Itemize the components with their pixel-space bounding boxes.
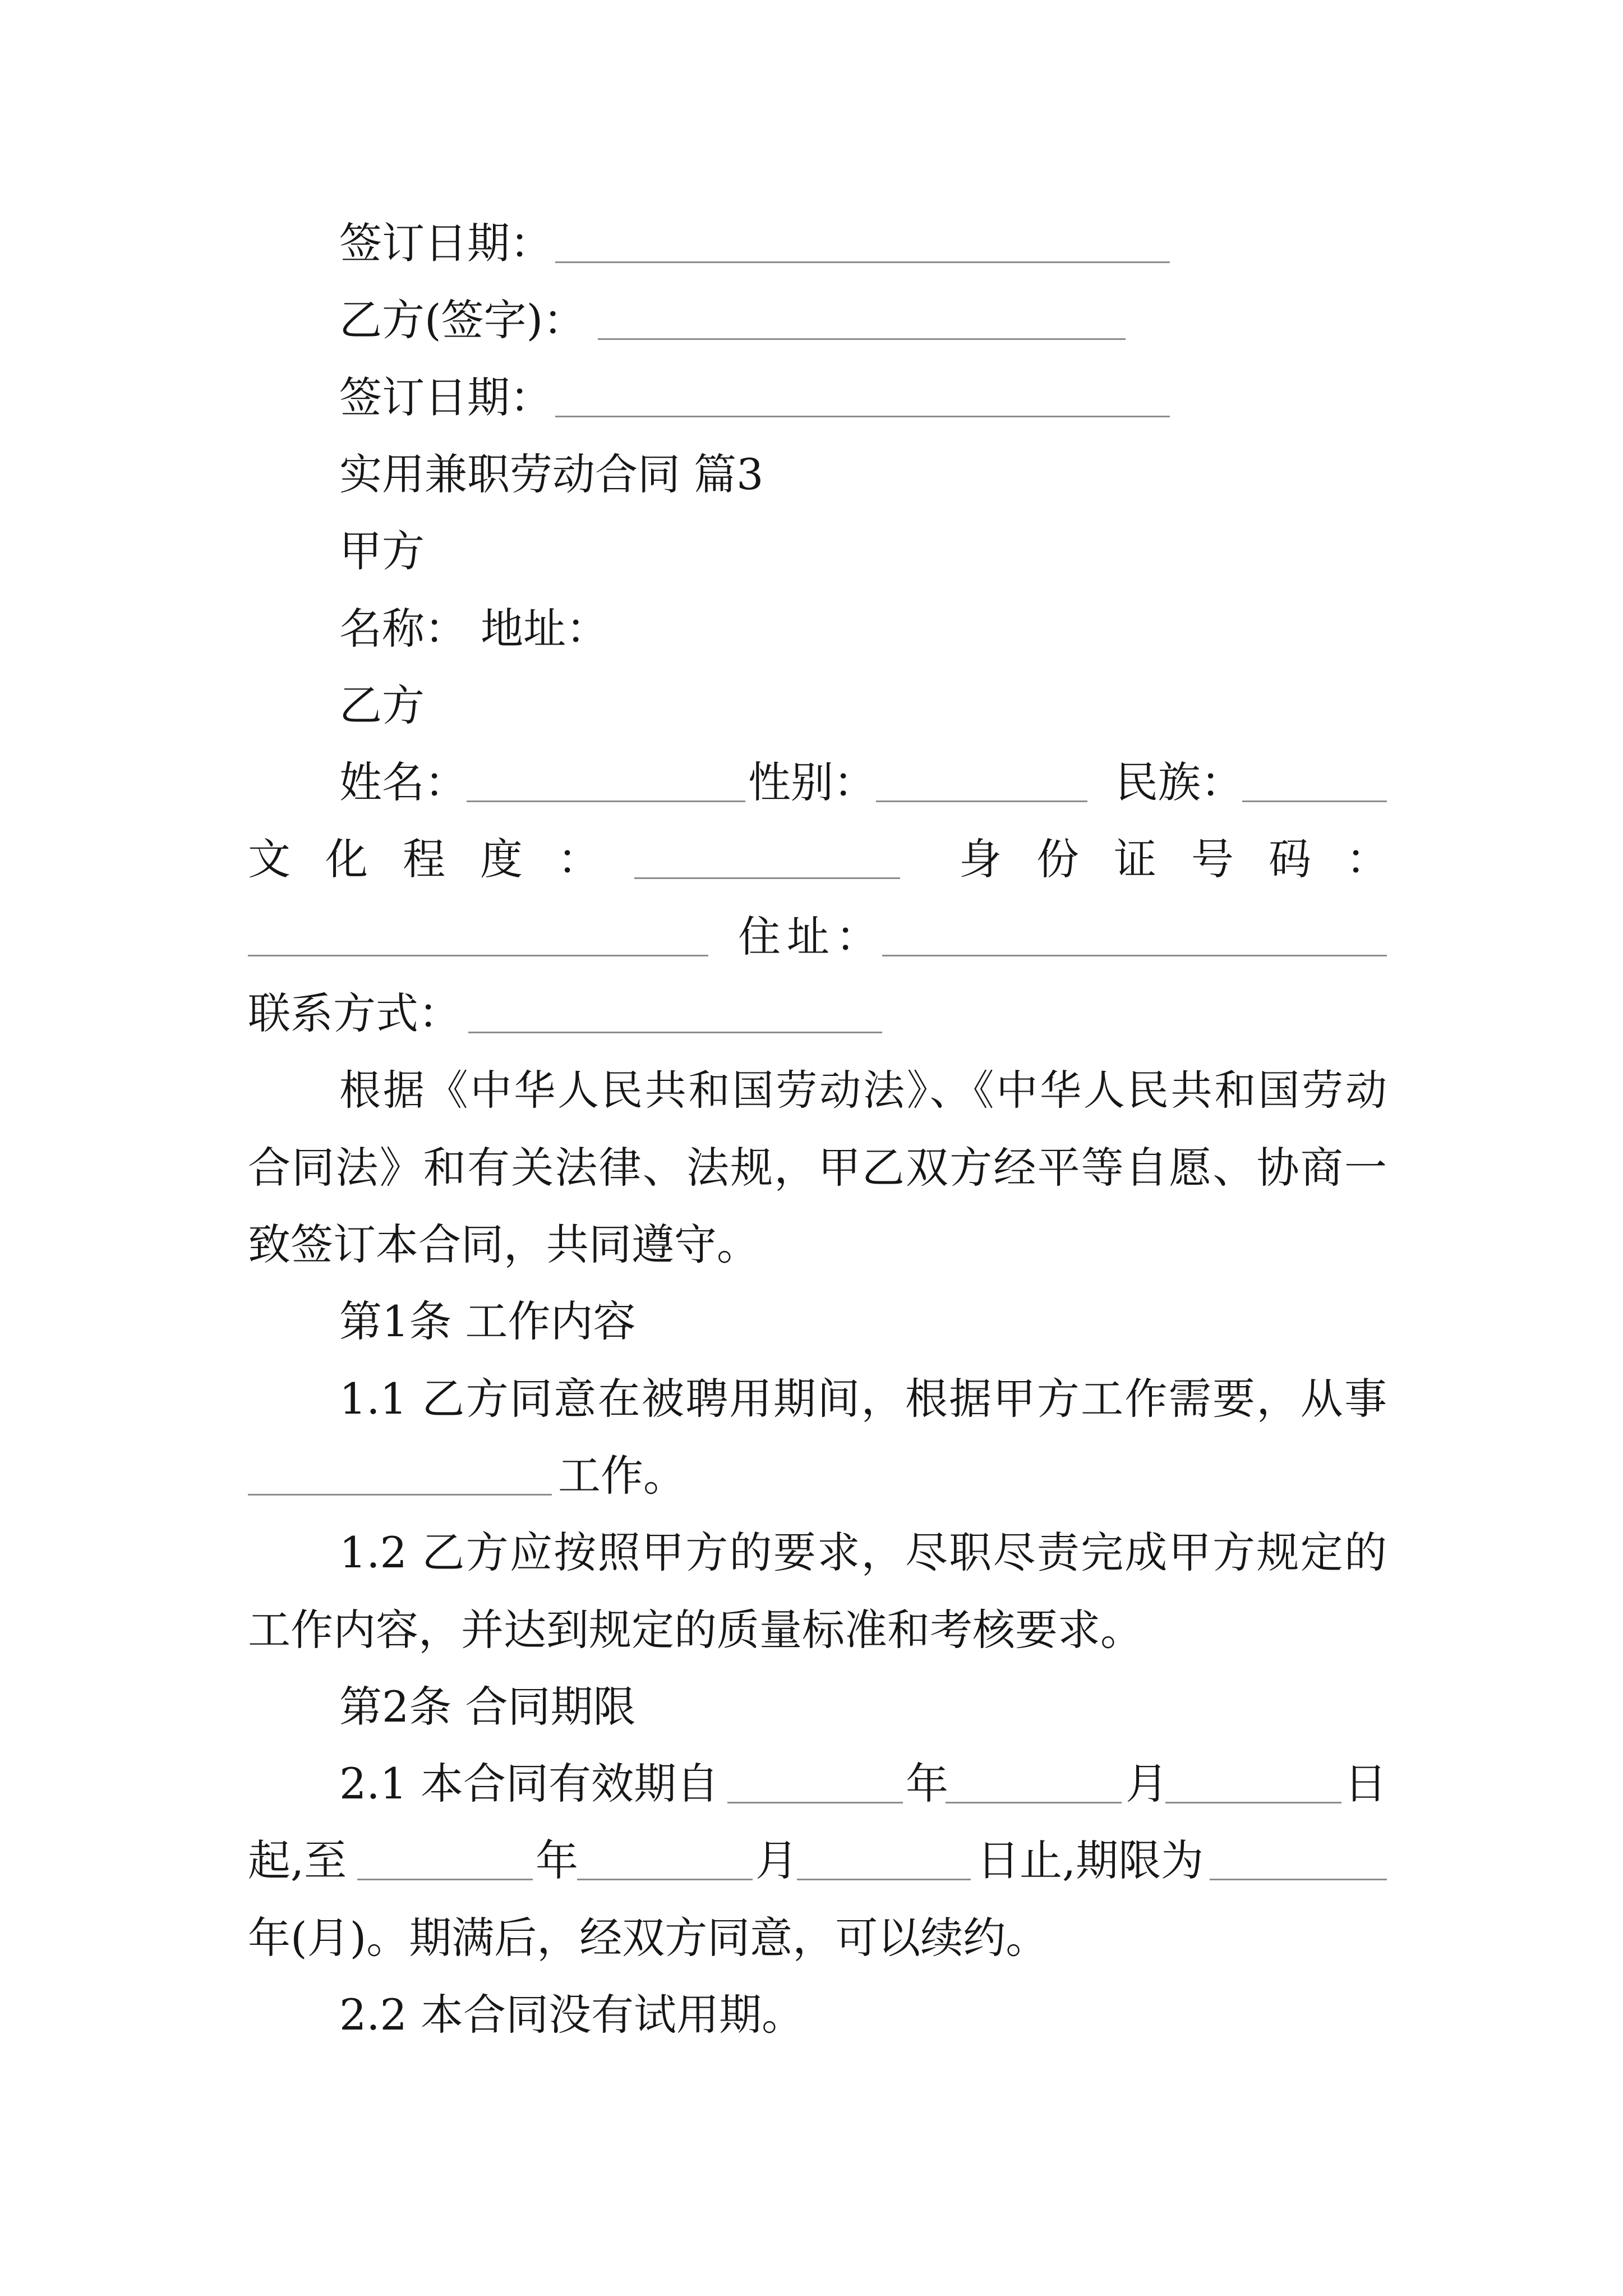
clause-2-2-line [0, 1987, 1623, 2043]
term-length-blank [1210, 1879, 1387, 1880]
party-b-education-id-line [0, 831, 1623, 887]
address-label: 住址： [738, 912, 884, 961]
party-a-heading-line [0, 523, 1623, 579]
article-2-heading-line [0, 1679, 1623, 1735]
party-b-signature-blank [598, 338, 1126, 340]
year-label: 年 [906, 1759, 948, 1809]
article-1-heading: 第1条 工作内容 [339, 1296, 636, 1346]
day-label: 日 [1344, 1759, 1387, 1809]
gender-blank [876, 800, 1087, 802]
party-a-name-address-line [0, 601, 1623, 657]
ethnicity-blank [1242, 800, 1387, 802]
month-label: 月 [755, 1835, 798, 1885]
month-label: 月 [1126, 1759, 1168, 1809]
party-b-date-line [0, 370, 1623, 426]
sign-date-label: 签订日期： [339, 372, 552, 422]
article-2-heading: 第2条 合同期限 [339, 1682, 636, 1732]
clause-1-2-line [0, 1602, 1623, 1658]
end-month-blank [577, 1879, 753, 1880]
sign-date-blank [555, 416, 1170, 417]
preamble-text: 合同法》和有关法律、法规，甲乙双方经平等自愿、协商一 [248, 1143, 1387, 1193]
start-month-blank [946, 1802, 1122, 1803]
article-1-heading-line [0, 1294, 1623, 1350]
preamble-line [0, 1140, 1623, 1196]
id-number-label: 身份证号码： [959, 834, 1423, 884]
preamble-line [0, 1217, 1623, 1273]
contact-blank [468, 1032, 882, 1033]
clause-1-2-text: 工作内容，并达到规定的质量标准和考核要求。 [248, 1605, 1143, 1655]
party-b-contact-line [0, 986, 1623, 1042]
sign-date-blank [555, 261, 1170, 263]
name-label: 姓名： [339, 757, 467, 807]
party-a-date-line [0, 215, 1623, 272]
gender-label: 性别： [748, 757, 876, 807]
end-year-blank [357, 1879, 533, 1880]
id-number-blank [248, 955, 708, 956]
education-label: 文化程度： [248, 834, 635, 884]
name-blank [467, 800, 745, 802]
clause-1-1-line [0, 1448, 1623, 1504]
party-a-heading: 甲方 [339, 526, 425, 576]
clause-2-2-text: 2.2 本合同没有试用期。 [339, 1990, 805, 2040]
clause-1-1-text: 1.1 乙方同意在被聘用期间，根据甲方工作需要，从事 [339, 1374, 1387, 1424]
clause-2-1-prefix: 2.1 本合同有效期自 [339, 1759, 720, 1809]
preamble-line [0, 1062, 1623, 1119]
clause-1-1-text: 工作。 [558, 1451, 686, 1501]
party-b-name-gender-line [0, 754, 1623, 811]
party-b-heading-line [0, 678, 1623, 734]
clause-1-2-text: 1.2 乙方应按照甲方的要求，尽职尽责完成甲方规定的 [339, 1527, 1387, 1577]
job-blank [248, 1494, 552, 1496]
preamble-text: 致签订本合同，共同遵守。 [248, 1220, 759, 1269]
party-a-name-address-labels: 名称： 地址： [339, 604, 609, 654]
contract-title-line [0, 447, 1623, 503]
contact-label: 联系方式： [248, 988, 461, 1038]
party-b-signature-label: 乙方(签字)： [339, 295, 586, 345]
clause-2-1-line [0, 1756, 1623, 1812]
sign-date-label: 签订日期： [339, 218, 552, 268]
end-day-blank [797, 1879, 971, 1880]
party-b-heading: 乙方 [339, 680, 425, 730]
party-b-id-address-line [0, 909, 1623, 965]
education-blank [634, 877, 900, 879]
clause-2-1-line [0, 1833, 1623, 1889]
clause-2-1-line [0, 1910, 1623, 1966]
year-label: 年 [536, 1835, 578, 1885]
clause-1-2-line [0, 1525, 1623, 1581]
contract-title: 实用兼职劳动合同 篇3 [339, 449, 764, 499]
clause-2-1-term-label: 日止,期限为 [977, 1835, 1204, 1885]
clause-2-1-text: 年(月)。期满后，经双方同意，可以续约。 [248, 1913, 1049, 1963]
clause-1-1-line [0, 1371, 1623, 1427]
ethnicity-label: 民族： [1115, 757, 1243, 807]
party-b-signature-line [0, 292, 1623, 348]
preamble-text: 根据《中华人民共和国劳动法》、《中华人民共和国劳动 [339, 1066, 1387, 1115]
start-year-blank [727, 1802, 903, 1803]
address-blank [882, 955, 1387, 956]
start-day-blank [1165, 1802, 1341, 1803]
clause-2-1-from-to: 起,至 [248, 1835, 347, 1885]
